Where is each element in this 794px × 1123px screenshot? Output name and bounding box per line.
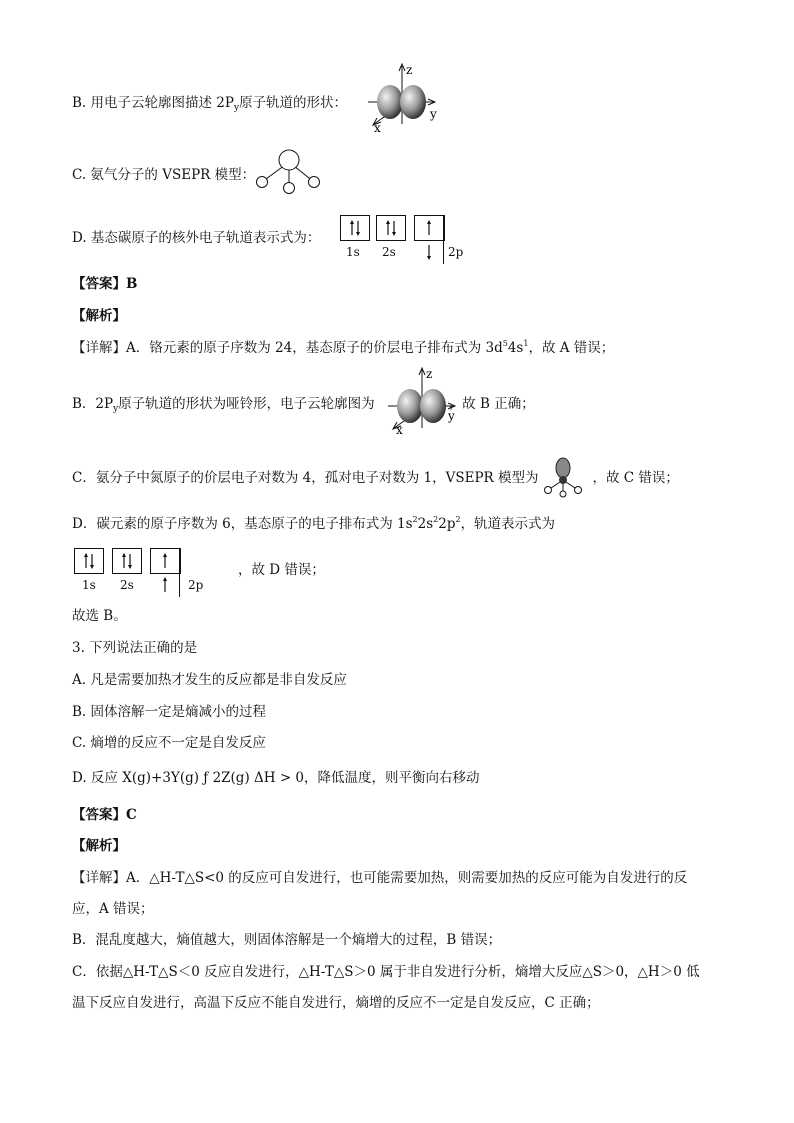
q3-detail-line-3: B．混乱度越大，熵值越大，则固体溶解是一个熵增大的过程，B 错误； — [72, 932, 502, 948]
q2-detail-b: B．$2P_y$原子轨道的形状为哑铃形，电子云轮廓图为 ，故 B 正确； — [72, 396, 535, 414]
option-d: D. 基态碳原子的核外电子轨道表示式为： — [72, 230, 321, 246]
q3-answer: 【答案】C — [72, 807, 137, 823]
nh3-vsepr-model-figure — [254, 148, 324, 194]
q3-option-d: D. 反应 X(g)+3Y(g) ƒ 2Z(g) ΔH > 0，降低温度，则平衡向右移动 — [72, 770, 480, 786]
q3-detail-line-5: 温下反应自发进行，高温下反应不能自发进行，熵增的反应不一定是自发反应，C 正确； — [72, 995, 600, 1011]
q2-conclusion: 故选 B。 — [72, 608, 127, 624]
option-b: B. 用电子云轮廓图描述 $2P_y$原子轨道的形状： — [72, 95, 348, 113]
q3-detail-line-2: 应，A 错误； — [72, 901, 154, 917]
axis-y-label: y — [430, 107, 437, 121]
q2-detail-d: D．碳元素的原子序数为 6，基态原子的电子排布式为 $1s^22s^22p^2$，轨道表示式为 — [72, 515, 556, 532]
axis-y-label: y — [448, 409, 455, 423]
q3-stem: 3. 下列说法正确的是 — [72, 640, 198, 656]
q3-analysis-heading: 【解析】 — [72, 838, 126, 854]
q2-detail-a: 【详解】A．铬元素的原子序数为 24，基态原子的价层电子排布式为 $3d^54s^1$，故 A 错误； — [72, 339, 615, 356]
q2-detail-d-end: ，故 D 错误； — [238, 562, 325, 578]
orbital-label-2s: 2s — [382, 245, 396, 259]
orbital-label-1s: 1s — [346, 245, 360, 259]
q3-option-c: C. 熵增的反应不一定是自发反应 — [72, 735, 266, 751]
q3-option-b: B. 固体溶解一定是熵减小的过程 — [72, 704, 267, 720]
nh3-vsepr-model-figure-2 — [542, 456, 584, 498]
orbital-label-2p: 2p — [448, 245, 464, 259]
orbital-label-2p: 2p — [188, 578, 204, 592]
q2-detail-c: C．氨分子中氮原子的价层电子对数为 4，孤对电子对数为 1，VSEPR 模型为 ，故 C 错误； — [72, 470, 679, 486]
p-orbital-figure-2 — [382, 366, 468, 438]
axis-x-label: x — [374, 121, 381, 134]
q2-analysis-heading: 【解析】 — [72, 308, 126, 324]
axis-z-label: z — [426, 367, 433, 381]
p-orbital-figure-1 — [362, 62, 448, 134]
orbital-label-2s: 2s — [120, 578, 134, 592]
q2-answer: 【答案】B — [72, 276, 138, 292]
orbital-label-1s: 1s — [82, 578, 96, 592]
axis-x-label: x — [396, 423, 403, 437]
q3-detail-line-4: C．依据△H-T△S＜0 反应自发进行，△H-T△S＞0 属于非自发进行分析，熵增大反应△S＞0，△H＞0 低 — [72, 964, 700, 980]
q3-option-a: A. 凡是需要加热才发生的反应都是非自发反应 — [72, 672, 347, 688]
q3-detail-line-1: 【详解】A．△H-T△S<0 的反应可自发进行，也可能需要加热，则需要加热的反应可能为自发进行的反 — [72, 870, 688, 886]
option-c: C. 氨气分子的 VSEPR 模型： — [72, 167, 256, 183]
axis-z-label: z — [406, 63, 413, 77]
